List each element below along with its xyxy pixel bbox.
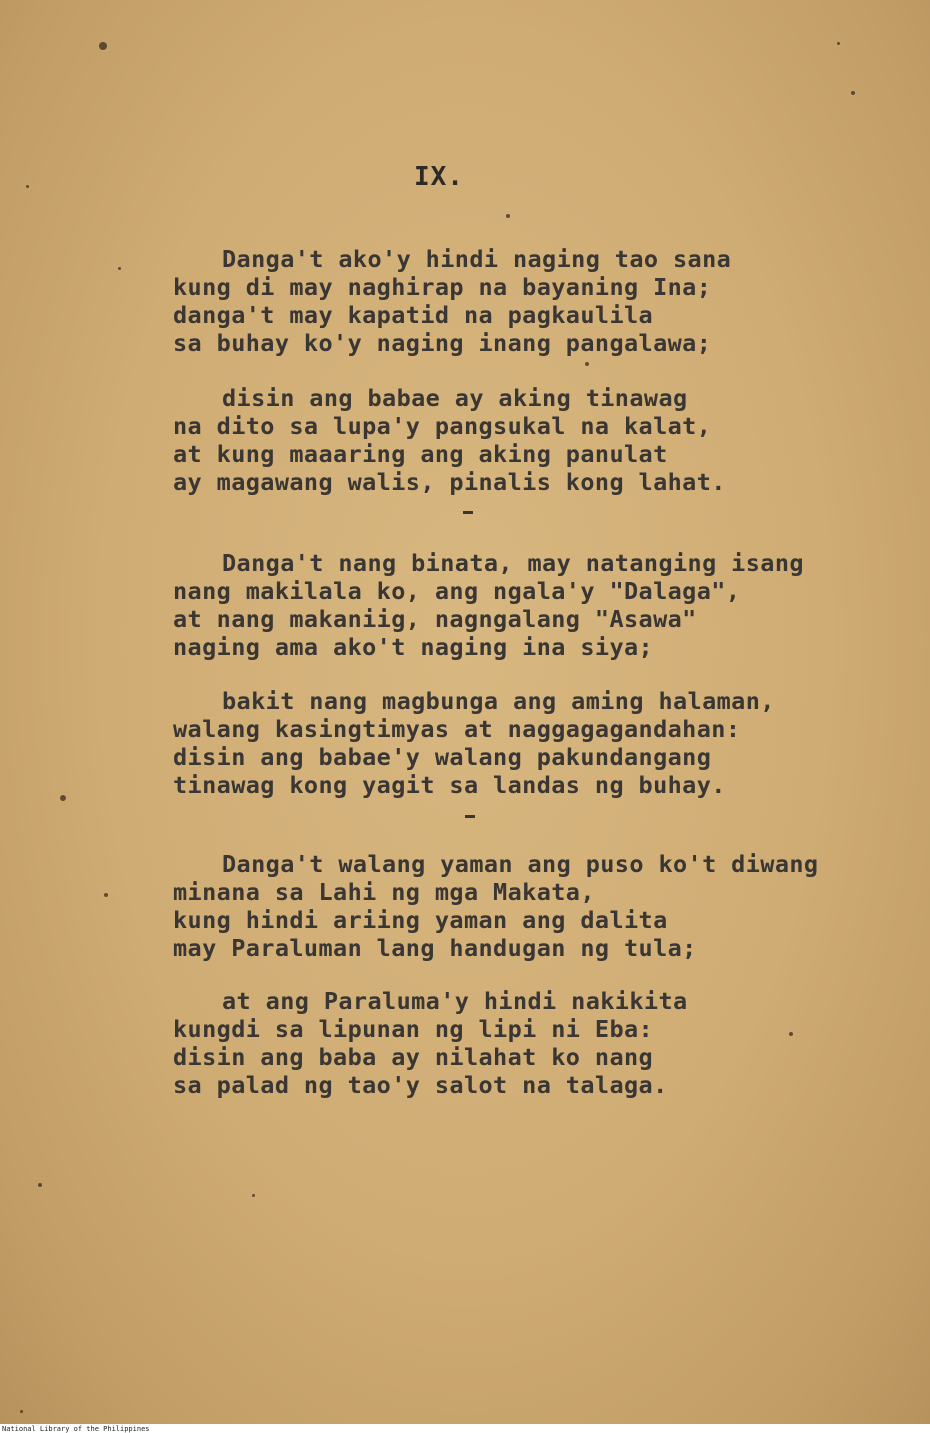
paper-speck [104, 893, 108, 897]
poem-line: walang kasingtimyas at naggagagandahan: [173, 715, 741, 743]
paper-speck [252, 1194, 255, 1197]
poem-line: Danga't ako'y hindi naging tao sana [222, 245, 732, 273]
paper-speck [789, 1032, 793, 1036]
paper-speck [118, 267, 121, 270]
poem-line: naging ama ako't naging ina siya; [173, 633, 654, 661]
section-divider [463, 511, 473, 514]
section-heading: IX. [414, 162, 464, 192]
poem-line: disin ang babae ay aking tinawag [222, 384, 688, 412]
poem-line: at nang makaniig, nagngalang "Asawa" [173, 605, 697, 633]
poem-line: minana sa Lahi ng mga Makata, [173, 878, 595, 906]
paper-speck [837, 42, 840, 45]
poem-line: kungdi sa lipunan ng lipi ni Eba: [173, 1015, 654, 1043]
poem-line: kung di may naghirap na bayaning Ina; [173, 273, 712, 301]
poem-line: tinawag kong yagit sa landas ng buhay. [173, 771, 726, 799]
paper-speck [38, 1183, 42, 1187]
poem-line: disin ang baba ay nilahat ko nang [173, 1043, 654, 1071]
paper-speck [20, 1410, 23, 1413]
paper-speck [99, 42, 107, 50]
poem-line: nang makilala ko, ang ngala'y "Dalaga", [173, 577, 741, 605]
poem-line: sa palad ng tao'y salot na talaga. [173, 1071, 668, 1099]
poem-line: Danga't walang yaman ang puso ko't diwang [222, 850, 819, 878]
paper-speck [60, 795, 66, 801]
poem-line: danga't may kapatid na pagkaulila [173, 301, 654, 329]
poem-line: at kung maaaring ang aking panulat [173, 440, 668, 468]
paper-speck [506, 214, 510, 218]
poem-line: bakit nang magbunga ang aming halaman, [222, 687, 775, 715]
poem-line: at ang Paraluma'y hindi nakikita [222, 987, 688, 1015]
poem-line: na dito sa lupa'y pangsukal na kalat, [173, 412, 712, 440]
poem-line: may Paraluman lang handugan ng tula; [173, 934, 697, 962]
poem-line: sa buhay ko'y naging inang pangalawa; [173, 329, 712, 357]
paper-speck [585, 362, 589, 366]
poem-line: ay magawang walis, pinalis kong lahat. [173, 468, 726, 496]
poem-line: disin ang babae'y walang pakundangang [173, 743, 712, 771]
paper-speck [26, 185, 29, 188]
poem-line: Danga't nang binata, may natanging isang [222, 549, 804, 577]
library-credit: National Library of the Philippines [2, 1425, 150, 1433]
poem-line: kung hindi ariing yaman ang dalita [173, 906, 668, 934]
section-divider [465, 815, 475, 818]
paper-speck [851, 91, 855, 95]
